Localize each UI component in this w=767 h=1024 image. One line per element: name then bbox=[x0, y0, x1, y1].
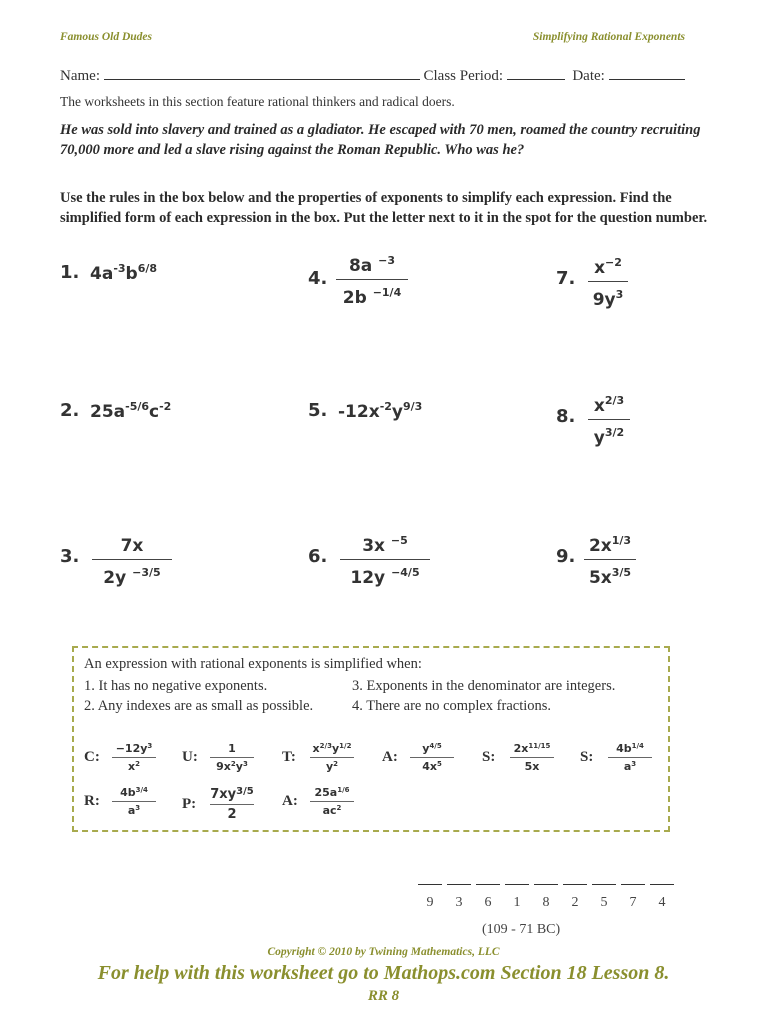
answer-letter: A: bbox=[382, 749, 398, 765]
rules-box bbox=[72, 646, 670, 832]
intro-text: The worksheets in this section feature rational thinkers and radical doers. bbox=[60, 94, 455, 109]
answer-letter: R: bbox=[84, 793, 100, 809]
riddle-text: He was sold into slavery and trained as a gladiator. He escaped with 70 men, roamed the country recruiting 70,000 more and led a slave rising against the Roman Republic. Who was he? bbox=[60, 122, 701, 158]
problem-number: 9. bbox=[556, 546, 576, 567]
class-period-label: Class Period: bbox=[423, 68, 504, 84]
problem-number: 6. bbox=[308, 546, 328, 567]
answer-fraction: $4b^{1/4}$ $a^3$ bbox=[608, 742, 652, 773]
header-left-title: Famous Old Dudes bbox=[60, 31, 153, 43]
problem-number: 4. bbox=[308, 268, 328, 289]
rule-2: 2. Any indexes are as small as possible. bbox=[84, 698, 314, 714]
header-right-title: Simplifying Rational Exponents bbox=[532, 31, 685, 43]
answer-slot[interactable]: 4 bbox=[650, 884, 674, 911]
answer-letter: S: bbox=[580, 749, 594, 765]
rule-4: 4. There are no complex fractions. bbox=[352, 698, 552, 714]
answer-slot[interactable]: 3 bbox=[447, 884, 471, 911]
answer-slot[interactable]: 6 bbox=[476, 884, 500, 911]
answer-choice-p bbox=[182, 786, 254, 822]
expression: $4a^{-3}b^{6/8}$ bbox=[90, 262, 158, 284]
answer-letter: U: bbox=[182, 749, 198, 765]
answer-choice-t bbox=[282, 742, 354, 773]
answer-choice-a2 bbox=[282, 786, 354, 817]
expression: $25a^{-5/6}c^{-2}$ bbox=[90, 400, 172, 422]
answer-fraction: $x^{2/3}y^{1/2}$ $y^2$ bbox=[310, 742, 354, 773]
answer-fraction: $7xy^{3/5}$ 2 bbox=[210, 786, 254, 822]
name-label: Name: bbox=[60, 68, 100, 84]
problem-number: 5. bbox=[308, 400, 328, 421]
problem-number: 8. bbox=[556, 406, 576, 427]
problem-number: 2. bbox=[60, 400, 80, 421]
answer-letter: T: bbox=[282, 749, 296, 765]
fraction: 8a $^{-3}$ 2b $^{-1/4}$ bbox=[336, 250, 408, 309]
problem-number: 1. bbox=[60, 262, 80, 283]
answer-slot[interactable]: 1 bbox=[505, 884, 529, 911]
fraction: $x^{-2}$ $9y^3$ bbox=[588, 252, 628, 311]
fraction: 3x $^{-5}$ 12y $^{-4/5}$ bbox=[340, 530, 430, 589]
copyright-text: Copyright © 2010 by Twining Mathematics, LLC bbox=[267, 946, 500, 958]
answer-letter: A: bbox=[282, 793, 298, 809]
answer-choice-s2 bbox=[580, 742, 652, 773]
answer-choice-c bbox=[84, 742, 156, 773]
student-info-line bbox=[60, 66, 702, 85]
answer-letter: C: bbox=[84, 749, 100, 765]
fraction: 7x 2y $^{-3/5}$ bbox=[92, 530, 172, 589]
answer-fraction: $4b^{3/4}$ $a^3$ bbox=[112, 786, 156, 817]
answer-fraction: 1 $9x^2y^3$ bbox=[210, 742, 254, 773]
answer-slot[interactable]: 5 bbox=[592, 884, 616, 911]
fraction: $2x^{1/3}$ $5x^{3/5}$ bbox=[584, 530, 636, 589]
answer-slot[interactable]: 7 bbox=[621, 884, 645, 911]
answer-slot[interactable]: 2 bbox=[563, 884, 587, 911]
problem-number: 3. bbox=[60, 546, 80, 567]
class-period-field[interactable] bbox=[507, 66, 565, 80]
problem-number: 7. bbox=[556, 268, 576, 289]
help-text: For help with this worksheet go to Mathops.com Section 18 Lesson 8. bbox=[97, 962, 670, 984]
rule-1: 1. It has no negative exponents. bbox=[84, 678, 268, 694]
date-field[interactable] bbox=[609, 66, 685, 80]
answer-fraction: $y^{4/5}$ $4x^5$ bbox=[410, 742, 454, 773]
instructions-text: Use the rules in the box below and the properties of exponents to simplify each expression. Find the simplified form of each expression in the box. Put the letter next to it in the spot for the question number. bbox=[60, 190, 708, 226]
answer-key-row bbox=[418, 884, 674, 911]
answer-slot[interactable]: 8 bbox=[534, 884, 558, 911]
answer-choice-a1 bbox=[382, 742, 454, 773]
expression: $-12x^{-2}y^{9/3}$ bbox=[338, 400, 423, 422]
date-label: Date: bbox=[572, 68, 605, 84]
answer-letter: P: bbox=[182, 795, 197, 812]
worksheet-code: RR 8 bbox=[367, 988, 400, 1004]
answer-choice-r bbox=[84, 786, 156, 817]
answer-fraction: $2x^{11/15}$ 5x bbox=[510, 742, 554, 773]
answer-letter: S: bbox=[482, 749, 496, 765]
answer-slot[interactable]: 9 bbox=[418, 884, 442, 911]
years-text: (109 - 71 BC) bbox=[482, 922, 561, 937]
answer-choice-u bbox=[182, 742, 254, 773]
fraction: $x^{2/3}$ $y^{3/2}$ bbox=[588, 390, 630, 449]
answer-choice-s1 bbox=[482, 742, 554, 773]
answer-fraction: $-12y^3$ $x^2$ bbox=[112, 742, 156, 773]
answer-fraction: $25a^{1/6}$ $ac^2$ bbox=[310, 786, 354, 817]
rules-title: An expression with rational exponents is simplified when: bbox=[84, 656, 422, 672]
name-field[interactable] bbox=[104, 66, 420, 80]
rule-3: 3. Exponents in the denominator are integers. bbox=[352, 678, 616, 694]
